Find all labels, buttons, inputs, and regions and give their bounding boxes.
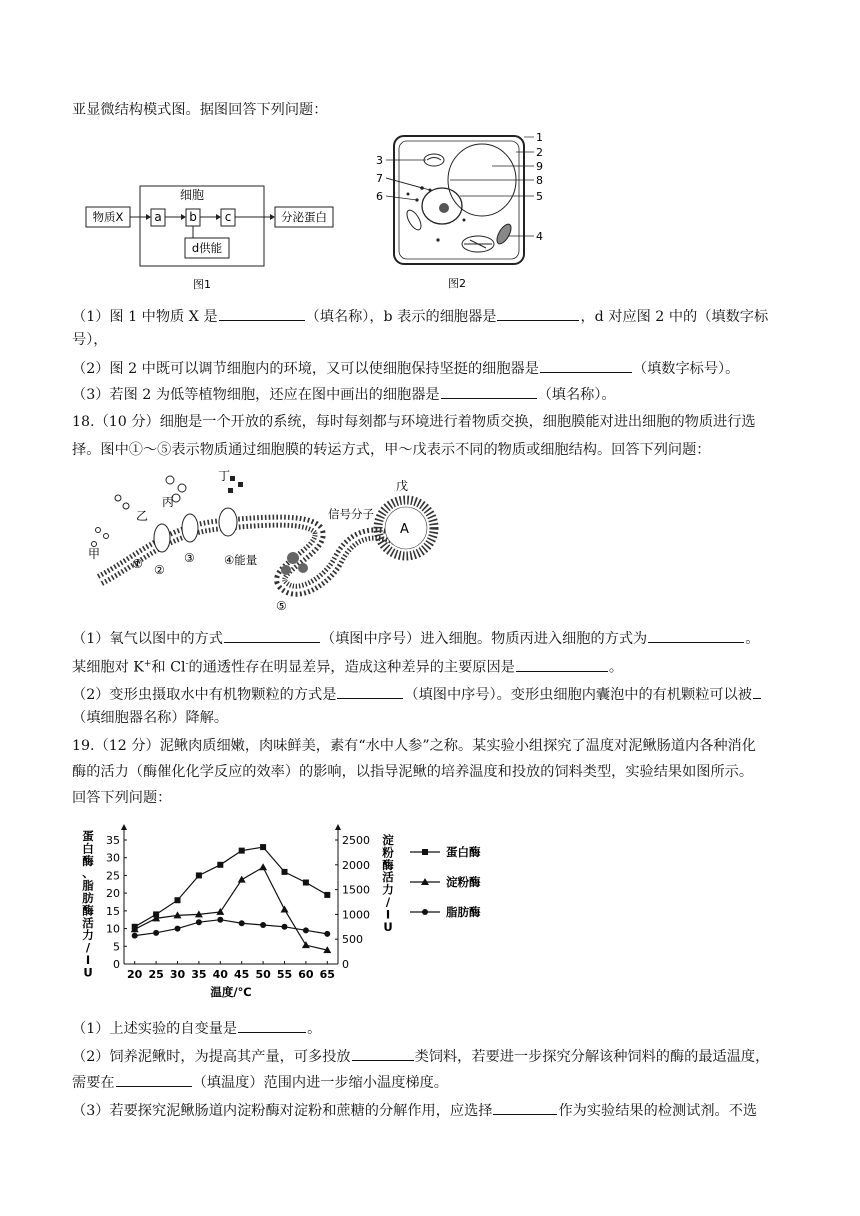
answer-blank[interactable]	[116, 1072, 192, 1087]
y-tick-label-right: 1000	[342, 908, 370, 922]
x-tick-label: 45	[234, 968, 250, 981]
label-5: ⑤	[276, 599, 287, 613]
answer-blank[interactable]	[648, 628, 744, 643]
data-point	[175, 897, 181, 903]
answer-blank[interactable]	[337, 684, 403, 699]
answer-blank[interactable]	[441, 384, 537, 399]
q17-part3: （3）若图 2 为低等植物细胞，还应在图中画出的细胞器是 （填名称）。	[72, 384, 616, 405]
label-jia: 甲	[88, 547, 101, 561]
y-tick-label-left: 30	[106, 851, 120, 865]
figure-2	[372, 128, 552, 293]
q17-part1-line1: （1）图 1 中物质 X 是 （填名称），b 表示的细胞器是 ，d 对应图 2 中的（填数字标	[72, 306, 768, 327]
label-signal: 信号分子	[328, 507, 374, 521]
data-point	[303, 927, 309, 933]
data-point	[260, 844, 266, 850]
data-point	[238, 876, 246, 883]
fig2-label-5: 5	[536, 190, 543, 203]
fig2-label-7: 7	[376, 172, 383, 185]
fig1-d: d供能	[191, 241, 223, 255]
fig2-label-8: 8	[536, 174, 543, 187]
mitochondrion-left	[404, 208, 424, 232]
data-point	[282, 924, 288, 930]
data-point	[196, 872, 202, 878]
legend-label: 脂肪酶	[446, 905, 481, 919]
data-point	[216, 908, 224, 915]
legend-label: 蛋白酶	[446, 845, 481, 859]
data-point	[324, 931, 330, 937]
x-tick-label: 25	[148, 968, 164, 981]
q19-part1: （1）上述实验的自变量是 。	[72, 1018, 321, 1039]
fig1-caption: 图1	[193, 278, 211, 291]
data-point	[217, 917, 223, 923]
q19-header-line1: 19.（12 分）泥鳅肉质细嫩，肉味鲜美，素有“水中人参”之称。某实验小组探究了温度对泥鳅肠道内各种消化	[72, 738, 756, 754]
fig1-b: b	[189, 210, 197, 224]
intro-line: 亚显微结构模式图。据图回答下列问题：	[72, 102, 328, 118]
fig1-input-label: 物质X	[92, 210, 124, 224]
label-2: ②	[154, 563, 165, 577]
data-point	[239, 848, 245, 854]
y-tick-label-right: 2000	[342, 858, 370, 872]
label-A: A	[400, 522, 409, 537]
y-axis-left-arrow	[121, 824, 127, 830]
y-tick-label-right: 1500	[342, 883, 370, 897]
x-tick-label: 20	[127, 968, 143, 981]
data-point	[153, 930, 159, 936]
mitochondrion-right	[494, 222, 514, 246]
fig2-label-1: 1	[536, 131, 543, 144]
y-tick-label-right: 0	[342, 958, 349, 971]
answer-blank[interactable]	[497, 306, 579, 321]
data-point	[260, 922, 266, 928]
y-axis-label-left: 蛋白酶、脂肪酶活力/ I U	[82, 829, 94, 980]
y-axis-right-arrow	[335, 824, 341, 830]
fig1-a: a	[154, 210, 162, 224]
y-axis-label-right: 淀粉酶活力/ I U	[382, 833, 394, 934]
q18-header-line1: 18.（10 分）细胞是一个开放的系统，每时每刻都与环境进行着物质交换，细胞膜能对进出细胞的物质进行选	[72, 414, 756, 430]
y-tick-label-right: 500	[342, 933, 363, 947]
x-tick-label: 35	[191, 968, 207, 981]
fig2-label-2: 2	[536, 146, 543, 159]
y-tick-label-left: 5	[113, 940, 120, 954]
x-tick-label: 30	[169, 968, 186, 981]
q17-part2: （2）图 2 中既可以调节细胞内的环境，又可以使细胞保持坚挺的细胞器是 （填数字标号）。	[72, 358, 739, 379]
channel-protein	[154, 524, 170, 552]
data-point	[302, 941, 310, 948]
y-tick-label-left: 20	[106, 887, 120, 901]
y-tick-label-left: 15	[106, 904, 120, 918]
q19-part3: （3）若要探究泥鳅肠道内淀粉酶对淀粉和蔗糖的分解作用，应选择 作为实验结果的检测试剂。不选	[72, 1100, 757, 1121]
answer-blank[interactable]	[516, 657, 608, 672]
data-point	[324, 892, 330, 898]
answer-blank[interactable]	[540, 358, 632, 373]
data-point	[196, 919, 202, 925]
answer-blank[interactable]	[753, 684, 761, 699]
y-tick-label-right: 2500	[342, 834, 370, 847]
q17-part1-line2: 号），	[72, 332, 108, 348]
q18-part2-line2: （填细胞器名称）降解。	[72, 710, 229, 726]
answer-blank[interactable]	[224, 628, 320, 643]
fig2-label-4: 4	[536, 230, 543, 243]
data-point	[217, 862, 223, 868]
data-point	[259, 863, 267, 870]
fig2-label-9: 9	[536, 160, 543, 173]
series-line-1	[135, 867, 328, 950]
y-tick-label-left: 35	[106, 834, 120, 847]
legend-marker	[422, 849, 428, 855]
q18-part2-line1: （2）变形虫摄取水中有机物颗粒的方式是 （填图中序号）。变形虫细胞内囊泡中的有机颗粒可以被	[72, 684, 762, 705]
y-tick-label-left: 25	[106, 869, 120, 883]
x-axis-label: 温度/℃	[210, 985, 252, 999]
x-tick-label: 60	[298, 968, 314, 981]
answer-blank[interactable]	[238, 1018, 306, 1033]
legend-marker	[422, 909, 428, 915]
y-tick-label-left: 10	[106, 922, 120, 936]
data-point	[303, 880, 309, 886]
data-point	[132, 933, 138, 939]
fig2-label-3: 3	[376, 154, 383, 167]
fig1-output-label: 分泌蛋白	[281, 210, 327, 224]
fig2-label-6: 6	[376, 190, 383, 203]
q19-part2-line1: （2）饲养泥鳅时，为提高其产量，可多投放 类饲料，若要进一步探究分解该种饲料的酶的最适温度，	[72, 1046, 769, 1067]
legend-label: 淀粉酶	[446, 875, 481, 889]
q18-header-line2: 择。图中①～⑤表示物质通过细胞膜的转运方式，甲～戊表示不同的物质或细胞结构。回答下列问题：	[72, 442, 711, 458]
data-point	[175, 926, 181, 932]
membrane-transport-figure	[78, 470, 458, 620]
x-tick-label: 65	[319, 968, 335, 981]
q18-part1-line2: 某细胞对 K+和 Cl-的通透性存在明显差异，造成这种差异的主要原因是 。	[72, 654, 623, 678]
label-yi: 乙	[136, 509, 149, 523]
q18-part1-line1: （1）氧气以图中的方式 （填图中序号）进入细胞。物质丙进入细胞的方式为 。	[72, 628, 759, 649]
fig1-cell-label: 细胞	[179, 188, 205, 202]
answer-blank[interactable]	[219, 306, 305, 321]
x-tick-label: 55	[276, 968, 293, 981]
label-bing: 丙	[162, 495, 175, 509]
answer-blank[interactable]	[352, 1046, 414, 1061]
x-tick-label: 40	[212, 968, 228, 981]
answer-blank[interactable]	[493, 1100, 557, 1115]
y-tick-label-left: 0	[113, 958, 120, 971]
x-tick-label: 50	[255, 968, 271, 981]
pump-protein	[182, 514, 198, 542]
label-energy: ④能量	[224, 553, 258, 567]
figure-1	[82, 180, 342, 295]
enzyme-activity-chart	[76, 822, 506, 1002]
q19-part2-line2: 需要在 （填温度）范围内进一步缩小温度梯度。	[72, 1072, 448, 1093]
label-wu: 戊	[396, 479, 409, 493]
data-point	[239, 920, 245, 926]
label-1: ①	[132, 557, 143, 571]
carrier-protein	[219, 508, 237, 536]
data-point	[281, 905, 289, 912]
label-3: ③	[184, 551, 195, 565]
q19-header-line2: 酶的活力（酶催化化学反应的效率）的影响，以指导泥鳅的培养温度和投放的饲料类型，实验结果如图所示。	[72, 764, 754, 780]
q19-header-line3: 回答下列问题：	[72, 790, 172, 806]
series-line-0	[135, 847, 328, 927]
data-point	[282, 869, 288, 875]
cell-wall	[394, 136, 524, 264]
fig1-c: c	[224, 210, 232, 224]
fig2-caption: 图2	[448, 277, 466, 290]
label-ding: 丁	[218, 470, 231, 483]
